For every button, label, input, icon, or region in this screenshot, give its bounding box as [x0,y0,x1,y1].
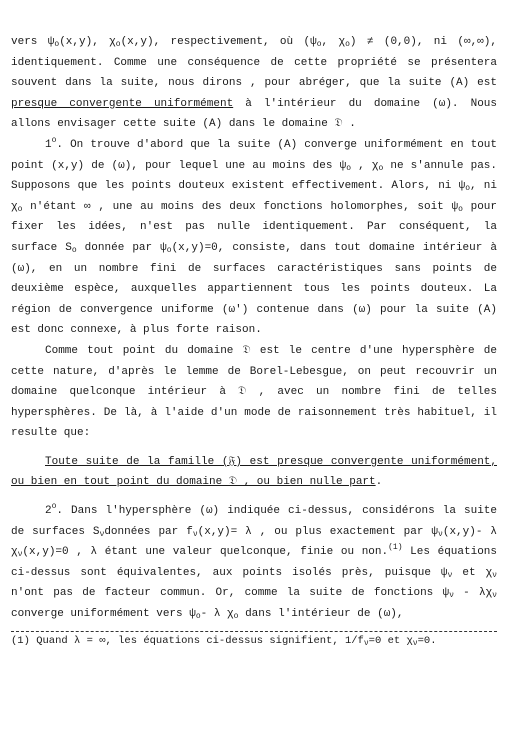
emphasized-text: presque convergente uniformément [11,97,234,110]
text-run: - λχ [453,587,493,600]
text-run: Les équations ci-dessus sont équivalentes, aux points isolés près, puisque ψ [11,546,497,579]
subscript: o [316,40,322,49]
subscript: ν [492,591,497,601]
text-run: =0. [417,634,437,647]
text-run: (x,y)=0, consiste, dans tout domaine intérieur à (ω), en un nombre fini de surfaces caractéristiques sans points de deuxième espèce, auxquelles appartiennent tous les points douteux. La région de convergence uniforme (ω') contenue dans (ω) pour la suite (A) est donc connexe, à plus forte raison. [11,241,497,337]
subscript: ν [363,638,369,648]
text-run: (x,y)=0 , λ étant une valeur quelconque, finie ou non. [22,546,389,559]
paragraph-gap [11,444,497,452]
text-run: donnée par ψ [76,241,167,254]
subscript: o [346,163,351,173]
subscript: ν [412,638,418,648]
paragraph-p2 [11,135,497,341]
text-run: - λ χ [200,608,234,621]
text-run: . On trouve d'abord que la suite (A) converge uniformément en tout point (x,y) de (ω), pour lequel une au moins des ψ [11,138,497,172]
paragraph-p1 [11,32,497,135]
text-run: n'étant ∞ , une au moins des deux fonctions holomorphes, soit ψ [22,200,459,213]
text-run: ) ≠ (0,0), ni (∞,∞), identiquement. Comme une conséquence de cette propriété se présentera souvent dans la suite, nous dirons , pour abréger, que la suite (A) est [11,36,497,90]
text-run: Comme tout point du domaine 𝔇 est le centre d'une hypersphère de cette nature, d'après le lemme de Borel-Lebesgue, on peut recouvrir un domaine quelconque intérieur à 𝔇 , avec un nombre fini de telles hypersphères. De là, à l'aide d'un mode de raisonnement très habituel, il resulte que: [11,344,497,440]
subscript: ν [438,529,443,539]
paragraph-p3 [11,341,497,444]
text-run: et χ [452,566,493,579]
text-run: (1) Quand λ = ∞, les équations ci-dessus signifient, 1/f [11,634,364,647]
subscript: ν [17,550,23,560]
emphasized-text: Toute suite de la famille (𝔉) est presque convergente uniformément, ou bien en tout point du domaine 𝔇 , ou bien nulle part [11,455,497,489]
text-run: , ni χ [11,180,498,213]
subscript: ν [99,529,105,539]
text-run: n'ont pas de facteur commun. Or, comme la suite de fonctions ψ [11,587,450,600]
subscript: o [115,40,121,49]
subscript: o [378,163,384,173]
subscript: ν [492,570,497,580]
text-run: à l'intérieur du domaine (ω). Nous allons envisager cette suite (A) dans le domaine 𝔇 . [11,97,497,131]
text-run: converge uniformément vers ψ [11,608,196,621]
subscript: o [54,40,60,49]
subscript: o [195,612,201,622]
superscript: (1) [388,543,403,553]
text-run: . [375,476,383,489]
page [11,32,497,649]
text-run: pour fixer les idées, n'est pas nulle identiquement. Par conséquent, la surface S [11,200,497,254]
paragraph-p5 [11,501,497,625]
paragraph-gap [11,493,497,501]
text-run: dans l'intérieur de (ω), [238,608,404,621]
paragraph-p4 [11,452,497,493]
text-run: , χ [321,36,346,48]
footnote-rule [11,631,497,632]
subscript: o [17,204,23,214]
subscript: o [166,245,172,255]
text-run: vers ψ [11,36,55,48]
text-run: ne s'annule pas. Supposons que les points douteux existent effectivement. Alors, ni ψ [11,159,498,193]
subscript: o [345,40,350,49]
subscript: o [71,245,77,255]
text-run: . Dans l'hypersphère (ω) indiquée ci-dessus, considérons la suite de surfaces S [11,505,497,538]
subscript: ν [192,529,198,539]
subscript: o [465,184,471,194]
text-run: (x,y)= λ , ou plus exactement par ψ [197,525,439,538]
subscript: o [458,204,463,214]
text-run: 2 [45,505,52,518]
subscript: ν [447,570,453,580]
text-run: (x,y), respectivement, où (ψ [120,36,317,48]
superscript: o [51,135,57,145]
text-run: , χ [351,159,379,172]
subscript: o [233,612,239,622]
superscript: o [51,502,57,512]
text-run: données par f [104,525,193,538]
body-text [11,32,497,625]
subscript: ν [449,591,454,601]
text-run: (x,y)- λ χ [11,525,497,559]
text-run: (x,y), χ [59,36,116,48]
footnote [11,634,497,649]
text-run: 1 [45,138,52,151]
text-run: =0 et χ [368,634,413,647]
